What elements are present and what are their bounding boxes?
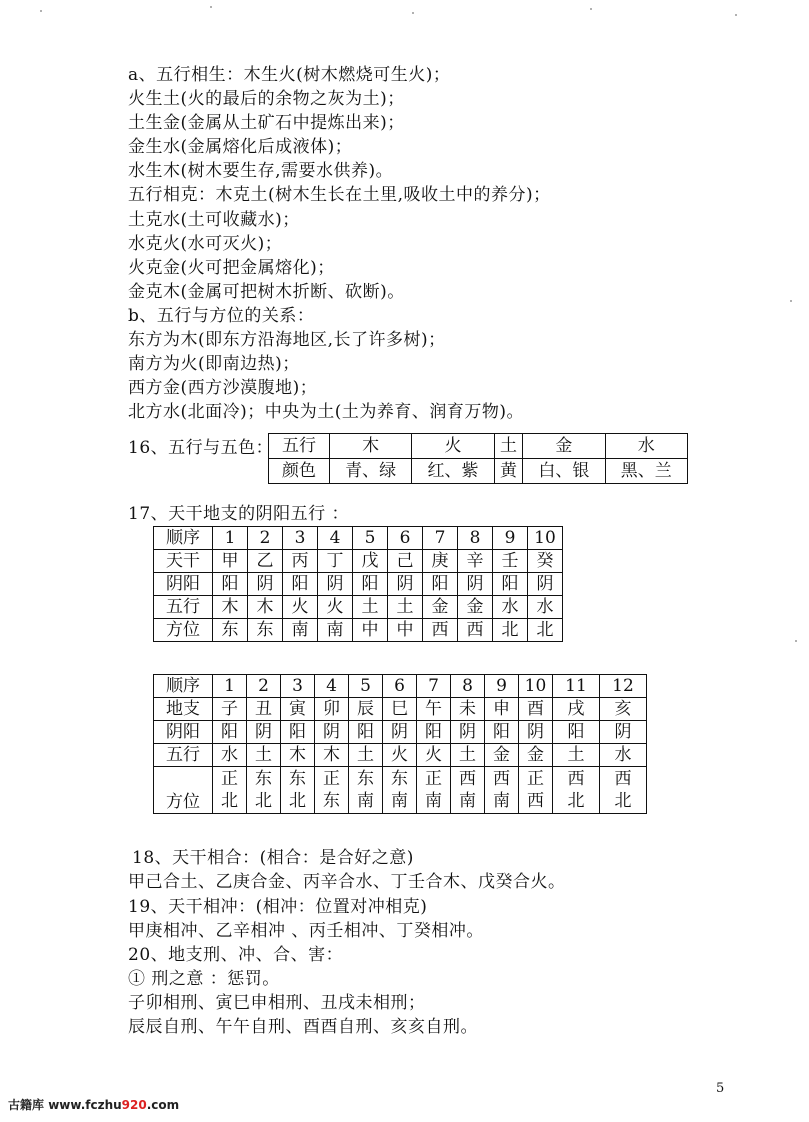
table-cell: 庚 (423, 550, 458, 573)
table-cell: 阳 (485, 721, 519, 744)
table-cell: 10 (519, 675, 553, 698)
footer-url-suffix: .com (146, 1098, 180, 1112)
direction-top-char: 西 (614, 769, 632, 789)
table-cell: 土 (247, 744, 281, 767)
table-cell: 火 (417, 744, 451, 767)
table-cell: 阳 (493, 573, 528, 596)
footer-url-prefix: www.fczhu (48, 1098, 122, 1112)
text-line: 西方金(西方沙漠腹地)； (128, 378, 318, 398)
table-cell: 五行 (154, 596, 213, 619)
table-cell: 10 (528, 527, 563, 550)
table-cell: 寅 (281, 698, 315, 721)
table-cell: 南 (318, 619, 353, 642)
text-line: 19、天干相冲：(相冲：位置对冲相克) (128, 897, 428, 917)
table-cell: 土 (349, 744, 383, 767)
table-cell: 水 (528, 596, 563, 619)
table-row (154, 721, 647, 744)
table-cell: 阳 (281, 721, 315, 744)
table-cell: 阳 (283, 573, 318, 596)
table-cell (451, 767, 485, 814)
table-cell: 9 (493, 527, 528, 550)
text-line: 水克火(水可灭火)； (128, 234, 283, 254)
table-cell: 阴 (519, 721, 553, 744)
table-cell: 7 (423, 527, 458, 550)
table-cell: 水 (600, 744, 647, 767)
table-cell: 阳 (553, 721, 600, 744)
table-cell: 水 (605, 434, 687, 459)
table-cell (553, 767, 600, 814)
table-row (154, 744, 647, 767)
table-cell: 火 (318, 596, 353, 619)
table-cell: 顺序 (154, 527, 213, 550)
table-cell: 火 (412, 434, 494, 459)
direction-bottom-char: 北 (255, 791, 272, 811)
table-cell: 金 (423, 596, 458, 619)
text-line: 土克水(土可收藏水)； (128, 210, 300, 230)
section-17-heading: 17、天干地支的阴阳五行 ： (128, 504, 350, 524)
earthly-branches-table (153, 674, 647, 814)
text-line: 18、天干相合：(相合：是合好之意) (132, 848, 414, 868)
table-cell: 西 (458, 619, 493, 642)
direction-top-char: 东 (289, 769, 306, 789)
direction-bottom-char: 南 (459, 791, 476, 811)
table-cell: 壬 (493, 550, 528, 573)
table-cell: 9 (485, 675, 519, 698)
table-cell (281, 767, 315, 814)
text-line: 土生金(金属从土矿石中提炼出来)； (128, 113, 405, 133)
table-cell: 丑 (247, 698, 281, 721)
table-cell: 2 (248, 527, 283, 550)
table-row (154, 619, 563, 642)
direction-bottom-char: 南 (357, 791, 374, 811)
text-line: a、五行相生：木生火(树木燃烧可生火)； (128, 65, 451, 85)
table-cell: 阴 (528, 573, 563, 596)
table-cell (383, 767, 417, 814)
direction-bottom-char: 北 (614, 791, 632, 811)
text-line: 辰辰自刑、午午自刑、酉酉自刑、亥亥自刑。 (128, 1017, 478, 1037)
table-cell: 癸 (528, 550, 563, 573)
table-cell: 阴 (383, 721, 417, 744)
direction-top-char: 东 (357, 769, 374, 789)
table-cell: 阳 (417, 721, 451, 744)
table-cell: 阴阳 (154, 721, 213, 744)
direction-top-char: 正 (221, 769, 238, 789)
table-cell: 8 (458, 527, 493, 550)
table-cell: 乙 (248, 550, 283, 573)
table-cell: 4 (318, 527, 353, 550)
table-cell: 6 (383, 675, 417, 698)
text-line: b、五行与方位的关系： (128, 306, 315, 326)
direction-top-char: 正 (425, 769, 442, 789)
table-cell (417, 767, 451, 814)
text-line: 东方为木(即东方沿海地区,长了许多树)； (128, 330, 446, 350)
table-cell: 木 (315, 744, 349, 767)
table-cell (213, 767, 247, 814)
text-line: 20、地支刑、冲、合、害： (128, 945, 344, 965)
table-cell: 黑、兰 (605, 459, 687, 484)
table-cell: 东 (213, 619, 248, 642)
direction-top-char: 西 (567, 769, 585, 789)
table-cell: 阴 (600, 721, 647, 744)
table-cell: 子 (213, 698, 247, 721)
table-row (154, 698, 647, 721)
direction-bottom-char: 东 (323, 791, 340, 811)
table-cell: 午 (417, 698, 451, 721)
table-cell: 辛 (458, 550, 493, 573)
text-line: 金克木(金属可把树木折断、砍断)。 (128, 282, 405, 302)
footer-site-name: 古籍库 (8, 1098, 45, 1112)
direction-bottom-char: 西 (527, 791, 544, 811)
table-cell: 五行 (269, 434, 330, 459)
table-cell: 土 (494, 434, 523, 459)
table-cell: 阳 (423, 573, 458, 596)
table-cell (485, 767, 519, 814)
table-cell: 1 (213, 675, 247, 698)
table-cell (600, 767, 647, 814)
direction-top-char: 东 (255, 769, 272, 789)
table-cell: 1 (213, 527, 248, 550)
table-row (154, 767, 647, 814)
table-cell: 戌 (553, 698, 600, 721)
table-cell: 南 (283, 619, 318, 642)
table-cell (519, 767, 553, 814)
table-cell: 北 (528, 619, 563, 642)
text-line: 甲己合土、乙庚合金、丙辛合水、丁壬合木、戊癸合火。 (128, 872, 566, 892)
direction-bottom-char: 北 (289, 791, 306, 811)
table-cell: 己 (388, 550, 423, 573)
text-line: 火克金(火可把金属熔化)； (128, 258, 335, 278)
table-cell: 5 (353, 527, 388, 550)
table-cell: 辰 (349, 698, 383, 721)
table-cell (247, 767, 281, 814)
table-cell: 火 (383, 744, 417, 767)
direction-bottom-char: 南 (425, 791, 442, 811)
table-cell: 东 (248, 619, 283, 642)
footer-watermark (8, 1096, 179, 1113)
table-cell: 2 (247, 675, 281, 698)
table-cell: 五行 (154, 744, 213, 767)
table-cell: 丙 (283, 550, 318, 573)
table-cell: 黄 (494, 459, 523, 484)
table-cell: 阴阳 (154, 573, 213, 596)
table-cell (349, 767, 383, 814)
direction-top-char: 正 (323, 769, 340, 789)
table-cell: 水 (493, 596, 528, 619)
table-cell: 甲 (213, 550, 248, 573)
table-cell: 木 (330, 434, 412, 459)
table-cell: 丁 (318, 550, 353, 573)
table-cell: 水 (213, 744, 247, 767)
table-cell: 酉 (519, 698, 553, 721)
table-cell: 阳 (213, 573, 248, 596)
table-cell: 未 (451, 698, 485, 721)
table-cell: 亥 (600, 698, 647, 721)
table-row (154, 527, 563, 550)
table-cell: 4 (315, 675, 349, 698)
table-cell: 木 (248, 596, 283, 619)
table-cell: 土 (451, 744, 485, 767)
table-cell: 6 (388, 527, 423, 550)
table-cell (315, 767, 349, 814)
table-cell: 地支 (154, 698, 213, 721)
table-cell: 顺序 (154, 675, 213, 698)
section-16-heading: 16、五行与五色： (128, 438, 274, 458)
table-cell: 西 (423, 619, 458, 642)
table-cell: 3 (283, 527, 318, 550)
table-cell: 中 (353, 619, 388, 642)
table-cell: 申 (485, 698, 519, 721)
table-cell: 土 (553, 744, 600, 767)
table-cell: 土 (353, 596, 388, 619)
table-cell: 青、绿 (330, 459, 412, 484)
text-line: 水生木(树木要生存,需要水供养)。 (128, 161, 394, 181)
footer-url-number: 920 (121, 1098, 147, 1112)
table-cell: 土 (388, 596, 423, 619)
direction-top-char: 正 (527, 769, 544, 789)
table-cell: 7 (417, 675, 451, 698)
five-colors-table (268, 433, 688, 484)
table-cell: 卯 (315, 698, 349, 721)
table-cell: 红、紫 (412, 459, 494, 484)
direction-bottom-char: 北 (221, 791, 238, 811)
table-cell: 戊 (353, 550, 388, 573)
table-cell: 阳 (213, 721, 247, 744)
table-cell: 巳 (383, 698, 417, 721)
table-cell: 金 (519, 744, 553, 767)
table-cell: 阳 (353, 573, 388, 596)
table-row (154, 573, 563, 596)
text-line: 子卯相刑、寅巳申相刑、丑戌未相刑； (128, 993, 426, 1013)
table-cell: 阴 (388, 573, 423, 596)
direction-bottom-char: 南 (391, 791, 408, 811)
table-cell: 金 (485, 744, 519, 767)
table-row (269, 459, 688, 484)
table-cell: 颜色 (269, 459, 330, 484)
page-number: 5 (716, 1081, 725, 1096)
table-row (154, 596, 563, 619)
table-cell: 方位 (154, 767, 213, 814)
table-row (154, 550, 563, 573)
direction-top-char: 东 (391, 769, 408, 789)
text-line: 金生水(金属熔化后成液体)； (128, 137, 353, 157)
text-line: ① 刑之意 ：惩罚。 (128, 969, 280, 989)
table-cell: 阴 (247, 721, 281, 744)
table-cell: 北 (493, 619, 528, 642)
table-cell: 3 (281, 675, 315, 698)
direction-top-char: 西 (459, 769, 476, 789)
table-cell: 12 (600, 675, 647, 698)
table-cell: 金 (458, 596, 493, 619)
table-cell: 火 (283, 596, 318, 619)
table-cell: 金 (523, 434, 605, 459)
table-cell: 阴 (318, 573, 353, 596)
table-cell: 方位 (154, 619, 213, 642)
text-line: 火生土(火的最后的余物之灰为土)； (128, 89, 405, 109)
text-line: 五行相克：木克土(树木生长在土里,吸收土中的养分)； (128, 185, 551, 205)
text-line: 甲庚相冲、乙辛相冲 、丙壬相冲、丁癸相冲。 (128, 921, 484, 941)
direction-bottom-char: 北 (567, 791, 585, 811)
table-row (154, 675, 647, 698)
table-cell: 5 (349, 675, 383, 698)
table-cell: 天干 (154, 550, 213, 573)
direction-top-char: 西 (493, 769, 510, 789)
table-cell: 阴 (451, 721, 485, 744)
table-cell: 11 (553, 675, 600, 698)
table-cell: 阴 (248, 573, 283, 596)
table-cell: 白、银 (523, 459, 605, 484)
text-line: 南方为火(即南边热)； (128, 354, 300, 374)
table-cell: 阴 (458, 573, 493, 596)
table-cell: 木 (213, 596, 248, 619)
table-cell: 中 (388, 619, 423, 642)
table-cell: 阴 (315, 721, 349, 744)
table-row (269, 434, 688, 459)
direction-bottom-char: 南 (493, 791, 510, 811)
table-cell: 木 (281, 744, 315, 767)
text-line: 北方水(北面冷)；中央为土(土为养育、润育万物)。 (128, 402, 525, 422)
table-cell: 8 (451, 675, 485, 698)
heavenly-stems-table (153, 526, 563, 642)
table-cell: 阳 (349, 721, 383, 744)
